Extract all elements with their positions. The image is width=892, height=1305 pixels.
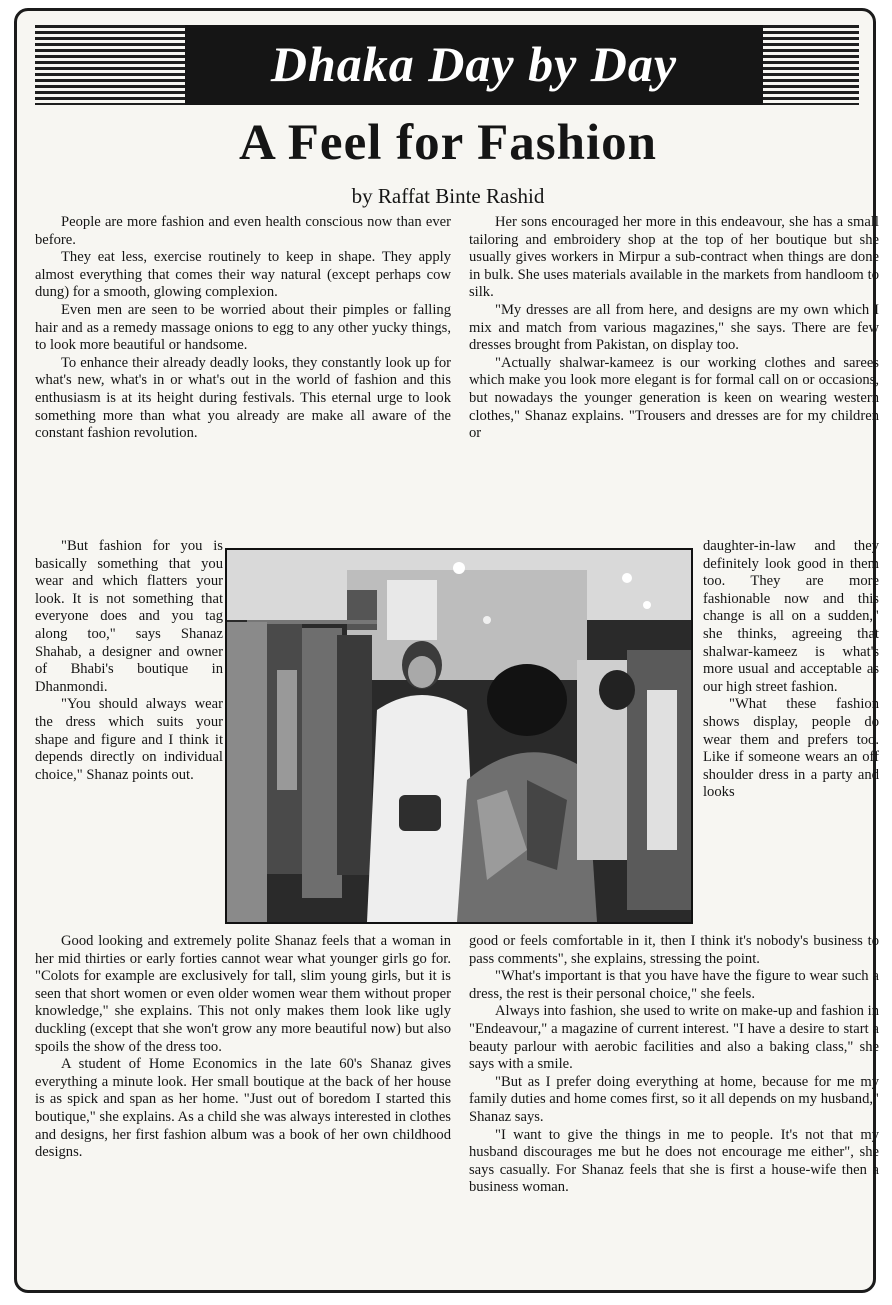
left-narrow-column bbox=[35, 538, 223, 784]
paragraph: "My dresses are all from here, and designs are my own which I mix and match from various magazines," she says. There are few dresses brought from Pakistan, on display too. bbox=[469, 301, 879, 354]
right-column-top bbox=[469, 214, 879, 443]
paragraph: "Actually shalwar-kameez is our working clothes and sarees which make you look more elegant is for formal call on or occasions, but nowadays the younger generation is keen on wearing western clothes," Shanaz explains. "Trousers and dresses are for my children or bbox=[469, 354, 879, 442]
paragraph: "You should always wear the dress which suits your shape and figure and I think it depends directly on individual choice," Shanaz points out. bbox=[35, 696, 223, 783]
right-column-bottom bbox=[469, 933, 879, 1197]
paragraph: "But as I prefer doing everything at home, because for me my family duties and home comes first, so it all depends on my husband," Shanaz says. bbox=[469, 1073, 879, 1125]
paragraph: To enhance their already deadly looks, they constantly look up for what's new, what's in or what's out in the world of fashion and this enthusiasm is at its height during festivals. This eternal urge to look something more than what you already are make all aware of the constant fashion revolution. bbox=[35, 354, 451, 442]
paragraph: A student of Home Economics in the late 60's Shanaz gives everything a minute look. Her small boutique at the back of her house is as spick and span as her home. "Just out of boredom I started this boutique," she explains. As a child she was always interested in clothes and designs, her first fashion album was a book of her own childhood designs. bbox=[35, 1056, 451, 1161]
left-column-bottom bbox=[35, 933, 451, 1162]
paragraph: daughter-in-law and they definitely look good in them too. They are more fashionable now and this change is all on a sudden," she thinks, agreeing that shalwar-kameez is what's more usual and acceptable as our high street fashion. bbox=[703, 538, 879, 695]
paragraph: Good looking and extremely polite Shanaz feels that a woman in her mid thirties or early forties cannot wear what younger girls go for. "Colots for example are exclusively for tall, slim young girls, but it is seen that short women or even older women wear them without proper knowledge," she explains. This not only makes them look like ugly duckling (except that she won't grow any more beautiful now) but also spoils the show of the dress too. bbox=[35, 933, 451, 1055]
paragraph: Even men are seen to be worried about their pimples or falling hair and as a remedy massage onions to egg to any other yucky things, to look more beautiful or handsome. bbox=[35, 301, 451, 354]
paragraph: They eat less, exercise routinely to keep in shape. They apply almost everything that comes their way natural (except perhaps cow dung) for a smooth, glowing complexion. bbox=[35, 249, 451, 301]
section-title: Dhaka Day by Day bbox=[270, 36, 678, 92]
article-byline: by Raffat Binte Rashid bbox=[351, 184, 545, 208]
paragraph: Always into fashion, she used to write on make-up and fashion in "Endeavour," a magazine of current interest. "I have a desire to start a beauty parlour with aerobic facilities and also a baking class," she says with a smile. bbox=[469, 1003, 879, 1073]
paragraph: "What these fashion shows display, people do wear them and prefers too. Like if someone wears an off shoulder dress in a party and looks bbox=[703, 696, 879, 801]
boutique-photo-image bbox=[227, 550, 691, 922]
section-kicker bbox=[35, 25, 859, 105]
paragraph: "What's important is that you have have the figure to wear such a dress, the rest is their personal choice," she feels. bbox=[469, 968, 879, 1002]
right-narrow-column bbox=[703, 538, 879, 802]
newspaper-page bbox=[14, 8, 879, 1293]
paragraph: "I want to give the things in me to people. It's not that my husband discourages me but he does not encourage me either", she says casually. For Shanaz feels that she is first a house-wife then a business woman. bbox=[469, 1126, 879, 1196]
paragraph: People are more fashion and even health conscious now than ever before. bbox=[35, 214, 451, 248]
boutique-photo bbox=[225, 548, 693, 924]
article-headline: A Feel for Fashion bbox=[239, 115, 657, 171]
left-column-top bbox=[35, 214, 451, 443]
paragraph: Her sons encouraged her more in this endeavour, she has a small tailoring and embroidery shop at the top of her boutique but she usually gives workers in Mirpur a sub-contract when things are done in bulk. She uses materials available in the markets from handloom to silk. bbox=[469, 214, 879, 301]
paragraph: "But fashion for you is basically something that you wear and which flatters your look. It is not something that everyone does and you tag along too," says Shanaz Shahab, a designer and owner of Bhabi's boutique in Dhanmondi. bbox=[35, 538, 223, 695]
paragraph: good or feels comfortable in it, then I think it's nobody's business to pass comments", she explains, stressing the point. bbox=[469, 933, 879, 967]
